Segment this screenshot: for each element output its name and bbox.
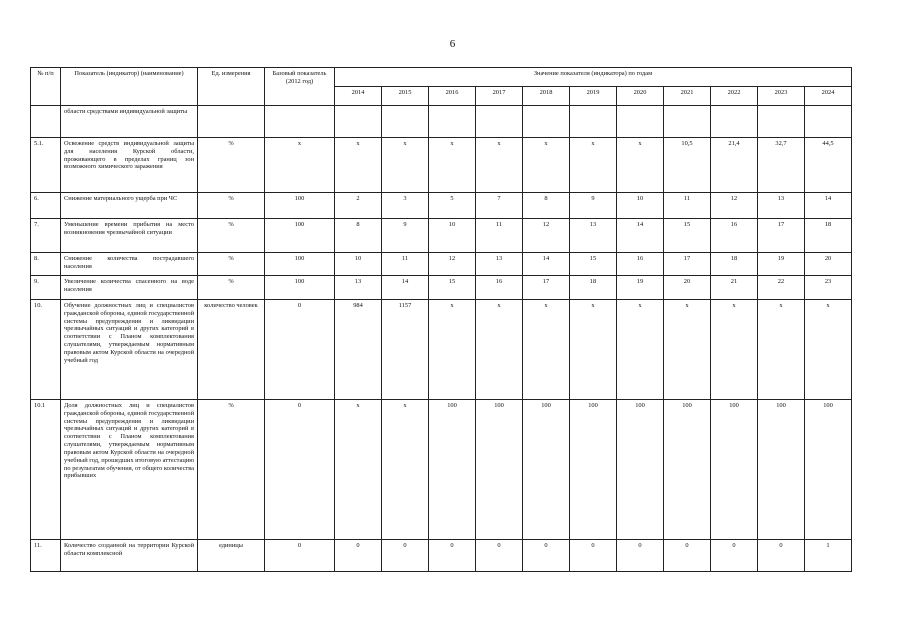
header-year: 2015 [382, 87, 429, 106]
year-value-cell: 10 [429, 219, 476, 253]
table-row [31, 138, 852, 193]
base-value-cell [265, 106, 335, 138]
year-value-cell: х [335, 400, 382, 540]
year-value-cell: х [382, 138, 429, 193]
indicators-table [30, 67, 852, 572]
header-year: 2021 [664, 87, 711, 106]
year-value-cell: 8 [523, 193, 570, 219]
base-value-cell: 100 [265, 253, 335, 276]
year-value-cell: 21,4 [711, 138, 758, 193]
year-value-cell: 100 [711, 400, 758, 540]
year-value-cell: 2 [335, 193, 382, 219]
header-year: 2024 [805, 87, 852, 106]
year-value-cell: 1 [805, 540, 852, 572]
year-value-cell: 19 [758, 253, 805, 276]
indicator-name: Снижение количества пострадавшего населения [61, 253, 198, 276]
header-year: 2023 [758, 87, 805, 106]
year-value-cell: х [523, 300, 570, 400]
table-row [31, 400, 852, 540]
header-year: 2022 [711, 87, 758, 106]
year-value-cell [335, 106, 382, 138]
header-unit: Ед. измерения [198, 68, 265, 106]
year-value-cell [523, 106, 570, 138]
year-value-cell: х [664, 300, 711, 400]
year-value-cell: 100 [523, 400, 570, 540]
year-value-cell: х [523, 138, 570, 193]
indicator-name: Уменьшение времени прибытия на место возникновения чрезвычайной ситуации [61, 219, 198, 253]
row-number: 6. [31, 193, 61, 219]
indicator-name: Освежение средств индивидуальной защиты для населения Курской области, проживающего в пределах границ зон возможного химического заражения [61, 138, 198, 193]
year-value-cell: 10 [617, 193, 664, 219]
year-value-cell: 0 [664, 540, 711, 572]
header-year: 2018 [523, 87, 570, 106]
year-value-cell: 984 [335, 300, 382, 400]
year-value-cell: 18 [570, 276, 617, 300]
year-value-cell: 5 [429, 193, 476, 219]
table-row [31, 193, 852, 219]
page-number: 6 [449, 38, 456, 50]
year-value-cell: х [711, 300, 758, 400]
year-value-cell: 0 [570, 540, 617, 572]
year-value-cell: 19 [617, 276, 664, 300]
year-value-cell: 13 [570, 219, 617, 253]
year-value-cell: 0 [711, 540, 758, 572]
year-value-cell: 0 [617, 540, 664, 572]
row-number: 8. [31, 253, 61, 276]
year-value-cell: 100 [617, 400, 664, 540]
year-value-cell: х [617, 138, 664, 193]
header-year: 2019 [570, 87, 617, 106]
year-value-cell: 17 [523, 276, 570, 300]
year-value-cell: 12 [711, 193, 758, 219]
year-value-cell: 0 [429, 540, 476, 572]
indicator-name: Увеличение количества спасенного на воде населения [61, 276, 198, 300]
year-value-cell: 9 [382, 219, 429, 253]
year-value-cell: 7 [476, 193, 523, 219]
year-value-cell: 11 [664, 193, 711, 219]
table-row [31, 300, 852, 400]
year-value-cell: 0 [758, 540, 805, 572]
unit-cell: % [198, 138, 265, 193]
year-value-cell: 14 [523, 253, 570, 276]
year-value-cell: х [429, 138, 476, 193]
base-value-cell: 100 [265, 219, 335, 253]
year-value-cell: 100 [476, 400, 523, 540]
year-value-cell [476, 106, 523, 138]
header-row-top [31, 68, 852, 87]
year-value-cell: 16 [711, 219, 758, 253]
table-row [31, 106, 852, 138]
header-values-group: Значение показателя (индикатора) по годам [335, 68, 852, 87]
year-value-cell: х [570, 138, 617, 193]
row-number: 9. [31, 276, 61, 300]
year-value-cell [570, 106, 617, 138]
header-base: Базовый показатель (2012 год) [265, 68, 335, 106]
year-value-cell: 10,5 [664, 138, 711, 193]
year-value-cell: 15 [664, 219, 711, 253]
year-value-cell: 0 [335, 540, 382, 572]
row-number [31, 106, 61, 138]
base-value-cell: 100 [265, 193, 335, 219]
header-year: 2017 [476, 87, 523, 106]
year-value-cell: 14 [382, 276, 429, 300]
row-number: 10.1 [31, 400, 61, 540]
unit-cell: % [198, 400, 265, 540]
table-row [31, 540, 852, 572]
year-value-cell: 14 [805, 193, 852, 219]
base-value-cell: 0 [265, 300, 335, 400]
year-value-cell: 23 [805, 276, 852, 300]
year-value-cell: 17 [758, 219, 805, 253]
year-value-cell: 14 [617, 219, 664, 253]
year-value-cell: 20 [805, 253, 852, 276]
year-value-cell: х [476, 300, 523, 400]
unit-cell: % [198, 253, 265, 276]
year-value-cell: х [382, 400, 429, 540]
indicator-name: Доля должностных лиц и специалистов гражданской обороны, единой государственной системы предупреждения и ликвидации чрезвычайных ситуаций и других категорий в соответствии с Планом комплектования слушателями, утверждаемым нормативным правовым актом Курской области на очередной учебный год, прошедших итоговую аттестацию по результатам обучения, от общего количества прибывших [61, 400, 198, 540]
year-value-cell [711, 106, 758, 138]
year-value-cell: х [335, 138, 382, 193]
year-value-cell: х [570, 300, 617, 400]
year-value-cell [805, 106, 852, 138]
table-body [31, 106, 852, 572]
base-value-cell: х [265, 138, 335, 193]
year-value-cell: 44,5 [805, 138, 852, 193]
year-value-cell [617, 106, 664, 138]
year-value-cell: 18 [711, 253, 758, 276]
year-value-cell [758, 106, 805, 138]
year-value-cell: 16 [617, 253, 664, 276]
year-value-cell: 0 [382, 540, 429, 572]
indicator-name: области средствами индивидуальной защиты [61, 106, 198, 138]
year-value-cell: х [617, 300, 664, 400]
unit-cell: единицы [198, 540, 265, 572]
year-value-cell: 11 [382, 253, 429, 276]
base-value-cell: 100 [265, 276, 335, 300]
year-value-cell: х [805, 300, 852, 400]
header-year: 2016 [429, 87, 476, 106]
year-value-cell: 12 [523, 219, 570, 253]
indicator-name: Количество созданной на территории Курской области комплексной [61, 540, 198, 572]
row-number: 11. [31, 540, 61, 572]
header-name: Показатель (индикатор) (наименование) [61, 68, 198, 106]
header-year: 2020 [617, 87, 664, 106]
year-value-cell: 9 [570, 193, 617, 219]
year-value-cell: 13 [335, 276, 382, 300]
year-value-cell [429, 106, 476, 138]
year-value-cell: 11 [476, 219, 523, 253]
unit-cell: % [198, 276, 265, 300]
year-value-cell: 21 [711, 276, 758, 300]
year-value-cell: 17 [664, 253, 711, 276]
year-value-cell: х [476, 138, 523, 193]
year-value-cell: 1157 [382, 300, 429, 400]
row-number: 7. [31, 219, 61, 253]
row-number: 5.1. [31, 138, 61, 193]
indicator-name: Снижение материального ущерба при ЧС [61, 193, 198, 219]
year-value-cell: 100 [429, 400, 476, 540]
year-value-cell: 100 [664, 400, 711, 540]
header-num: № п/п [31, 68, 61, 106]
table-row [31, 219, 852, 253]
year-value-cell: 20 [664, 276, 711, 300]
row-number: 10. [31, 300, 61, 400]
year-value-cell: 8 [335, 219, 382, 253]
unit-cell: % [198, 193, 265, 219]
year-value-cell [664, 106, 711, 138]
indicator-name: Обучение должностных лиц и специалистов гражданской обороны, единой государственной системы предупреждения и ликвидации чрезвычайных ситуаций и других категорий в соответствии с Планом комплектования слушателями, утверждаемым нормативным правовым актом Курской области на очередной учебный год [61, 300, 198, 400]
unit-cell: % [198, 219, 265, 253]
base-value-cell: 0 [265, 540, 335, 572]
year-value-cell: 0 [523, 540, 570, 572]
year-value-cell: 16 [476, 276, 523, 300]
year-value-cell: 12 [429, 253, 476, 276]
year-value-cell: х [758, 300, 805, 400]
year-value-cell [382, 106, 429, 138]
base-value-cell: 0 [265, 400, 335, 540]
table-row [31, 253, 852, 276]
year-value-cell: 15 [570, 253, 617, 276]
year-value-cell: 32,7 [758, 138, 805, 193]
year-value-cell: 3 [382, 193, 429, 219]
year-value-cell: 15 [429, 276, 476, 300]
year-value-cell: 100 [758, 400, 805, 540]
year-value-cell: х [429, 300, 476, 400]
year-value-cell: 0 [476, 540, 523, 572]
header-year: 2014 [335, 87, 382, 106]
unit-cell: количество человек [198, 300, 265, 400]
year-value-cell: 10 [335, 253, 382, 276]
year-value-cell: 13 [476, 253, 523, 276]
year-value-cell: 13 [758, 193, 805, 219]
year-value-cell: 22 [758, 276, 805, 300]
year-value-cell: 100 [570, 400, 617, 540]
table-row [31, 276, 852, 300]
year-value-cell: 18 [805, 219, 852, 253]
year-value-cell: 100 [805, 400, 852, 540]
unit-cell [198, 106, 265, 138]
